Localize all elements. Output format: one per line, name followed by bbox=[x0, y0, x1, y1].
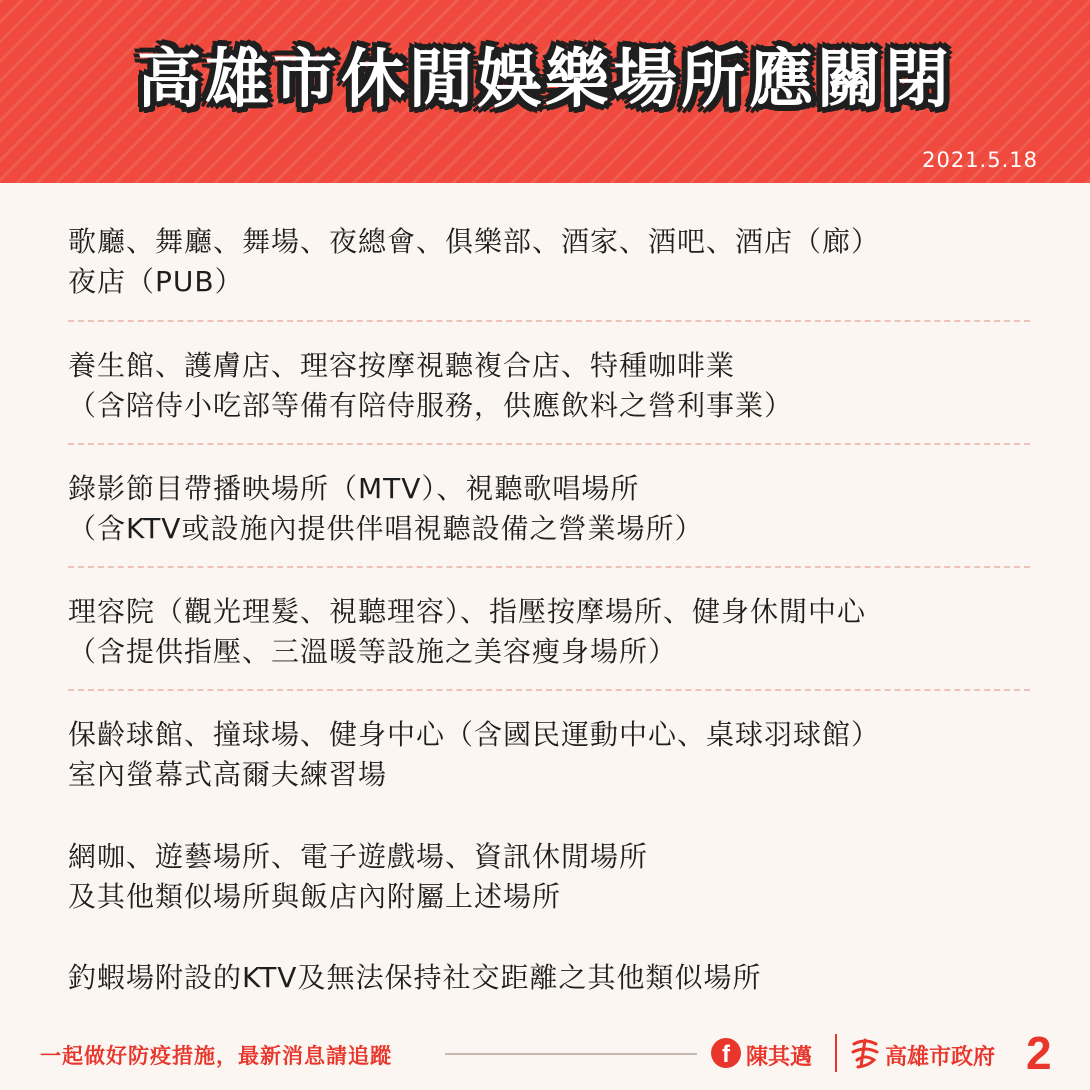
item-line: 室內螢幕式高爾夫練習場 bbox=[68, 758, 388, 791]
facebook-icon: f bbox=[711, 1038, 741, 1068]
page-number: 2 bbox=[1026, 1027, 1052, 1079]
item-line: （含提供指壓、三溫暖等設施之美容瘦身場所） bbox=[68, 635, 678, 668]
item-line: 養生館、護膚店、理容按摩視聽複合店、特種咖啡業 bbox=[68, 349, 736, 382]
item-line: 歌廳、舞廳、舞場、夜總會、俱樂部、酒家、酒吧、酒店（廊） bbox=[68, 225, 881, 258]
footer-slogan: 一起做好防疫措施，最新消息請追蹤 bbox=[40, 1044, 392, 1068]
divider bbox=[68, 443, 1030, 445]
item-line: 理容院（觀光理髮、視聽理容）、指壓按摩場所、健身休閒中心 bbox=[68, 595, 867, 628]
item-line: 釣蝦場附設的KTV及無法保持社交距離之其他類似場所 bbox=[68, 961, 762, 994]
divider bbox=[68, 320, 1030, 322]
list-item bbox=[68, 469, 1030, 549]
kaohsiung-city-logo-icon bbox=[848, 1036, 882, 1070]
item-line: 及其他類似場所與飯店內附屬上述場所 bbox=[68, 880, 562, 913]
item-line: 保齡球館、撞球場、健身中心（含國民運動中心、桌球羽球館） bbox=[68, 718, 881, 751]
divider bbox=[68, 566, 1030, 568]
list-item bbox=[68, 715, 1030, 795]
divider bbox=[68, 689, 1030, 691]
footer-rule bbox=[445, 1053, 697, 1055]
list-item bbox=[68, 837, 1030, 917]
item-line: （含KTV或設施內提供伴唱視聽設備之營業場所） bbox=[68, 512, 704, 545]
list-item bbox=[68, 222, 1030, 302]
facebook-page-name: 陳其邁 bbox=[746, 1045, 813, 1070]
page-title: 高雄市休閒娛樂場所應關閉 bbox=[137, 43, 953, 117]
list-item bbox=[68, 346, 1030, 426]
list-item bbox=[68, 592, 1030, 672]
government-name: 高雄市政府 bbox=[885, 1045, 996, 1070]
item-line: 錄影節目帶播映場所（MTV）、視聽歌唱場所 bbox=[68, 472, 640, 505]
list-item bbox=[68, 958, 1030, 998]
item-line: （含陪侍小吃部等備有陪侍服務，供應飲料之營利事業） bbox=[68, 389, 794, 422]
item-line: 夜店（PUB） bbox=[68, 265, 244, 298]
footer-separator bbox=[835, 1034, 837, 1072]
item-line: 網咖、遊藝場所、電子遊戲場、資訊休閒場所 bbox=[68, 840, 649, 873]
header-banner bbox=[0, 0, 1090, 183]
publish-date: 2021.5.18 bbox=[922, 148, 1038, 172]
